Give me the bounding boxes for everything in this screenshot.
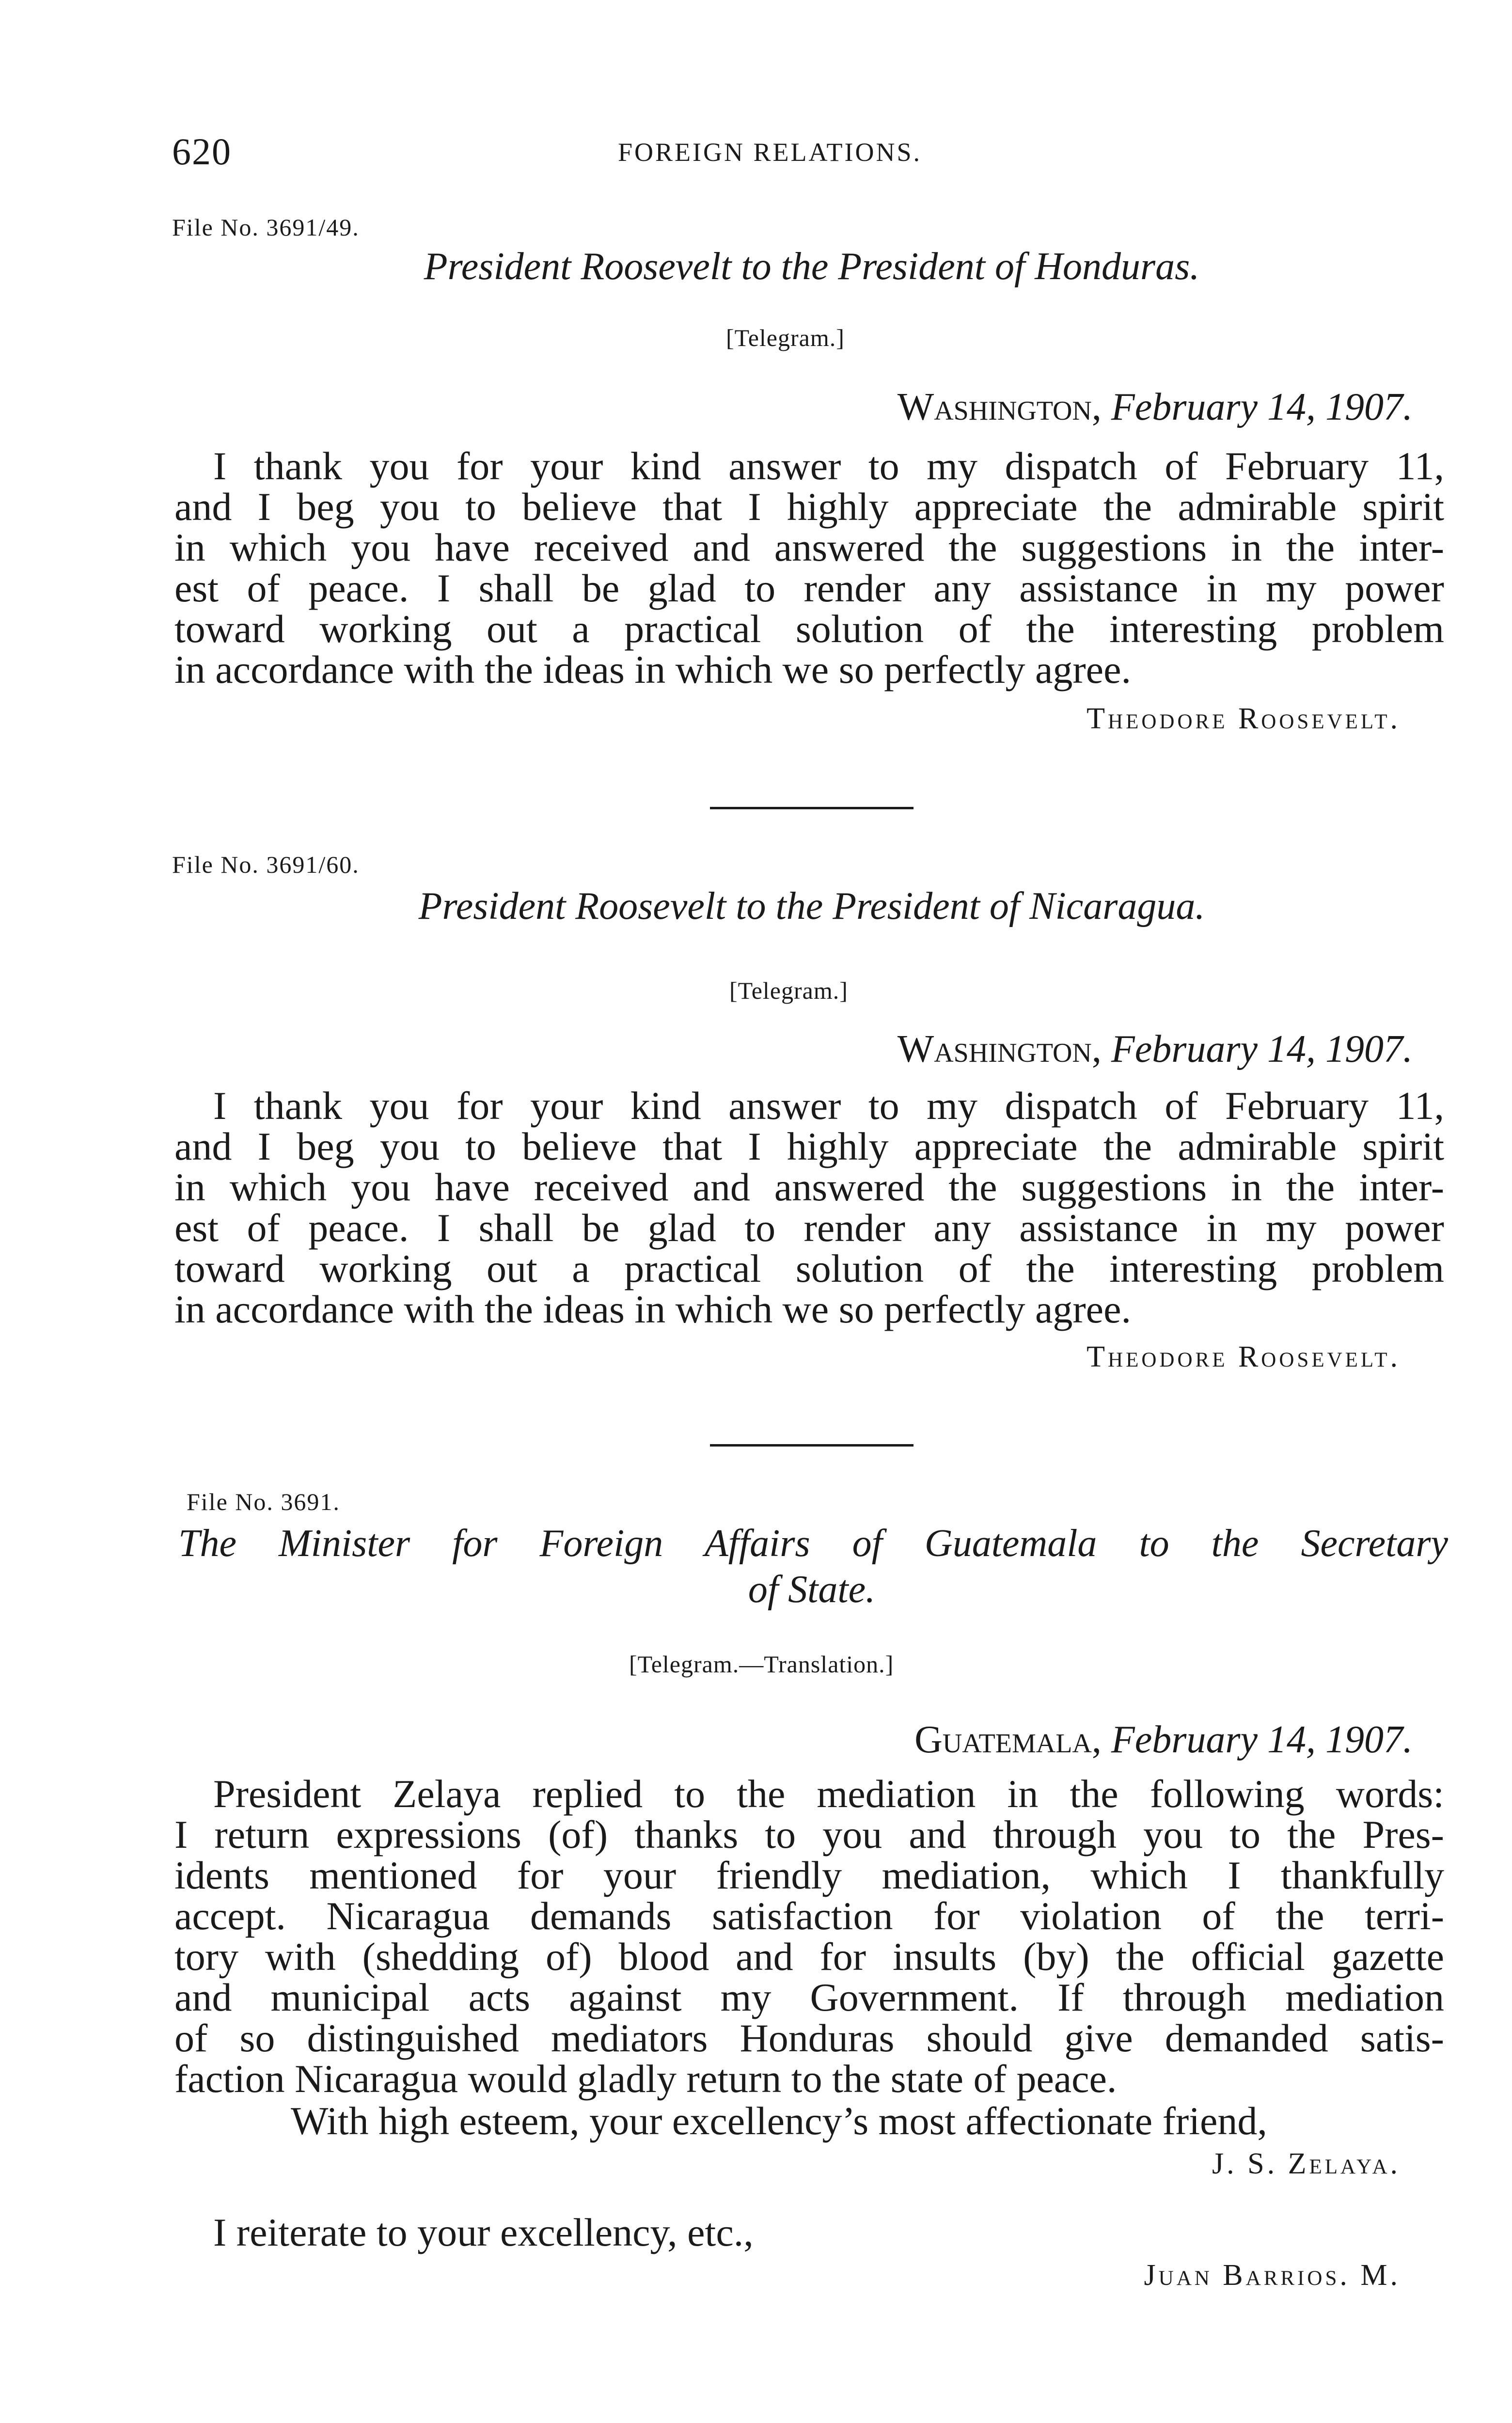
dateline: [898, 1027, 1413, 1071]
file-number: File No. 3691/60.: [172, 851, 360, 878]
dateline-date: February 14, 1907.: [1111, 1718, 1413, 1761]
dateline-date: February 14, 1907.: [1111, 386, 1413, 428]
body-line: President Zelaya replied to the mediation in the following words:: [213, 1772, 1444, 1816]
running-title: FOREIGN RELATIONS.: [618, 138, 922, 167]
signature-text: J. S. Zelaya.: [1212, 2147, 1401, 2180]
page-number: 620: [172, 130, 232, 173]
body-line: and I beg you to believe that I highly appreciate the admirable spirit: [174, 1124, 1444, 1168]
message-body: [174, 1774, 1444, 2099]
body-line: of so distinguished mediators Honduras should give demanded satis-: [174, 2016, 1444, 2060]
dateline: [914, 1718, 1413, 1762]
dateline: [898, 385, 1413, 429]
body-line: toward working out a practical solution of the interesting problem: [174, 607, 1444, 651]
message-body: [174, 446, 1444, 690]
body-line: est of peace. I shall be glad to render any assistance in my power: [174, 566, 1444, 610]
body-line: and I beg you to believe that I highly appreciate the admirable spirit: [174, 485, 1444, 529]
document-heading-line: The Minister for Foreign Affairs of Guatemala to the Secretary: [178, 1522, 1448, 1565]
body-line: toward working out a practical solution of the interesting problem: [174, 1246, 1444, 1290]
dateline-date: February 14, 1907.: [1111, 1028, 1413, 1070]
body-line: est of peace. I shall be glad to render any assistance in my power: [174, 1206, 1444, 1250]
body-line: tory with (shedding of) blood and for insults (by) the official gazette: [174, 1935, 1444, 1979]
dateline-place: Washington,: [897, 1028, 1102, 1070]
reiterate-line: I reiterate to your excellency, etc.,: [213, 2210, 754, 2254]
message-body: [174, 1086, 1444, 1330]
dateline-place: Washington,: [897, 386, 1102, 428]
signature: Theodore Roosevelt.: [1087, 1340, 1401, 1373]
telegram-note: [Telegram.—Translation.]: [629, 1651, 894, 1678]
body-line: faction Nicaragua would gladly return to the state of peace.: [174, 2057, 1117, 2101]
document-heading-line: of State.: [748, 1568, 876, 1611]
final-signature: [1144, 2258, 1401, 2293]
dateline-place: Guatemala,: [914, 1718, 1102, 1761]
body-line: I thank you for your kind answer to my dispatch of February 11,: [213, 444, 1444, 488]
file-number: File No. 3691.: [187, 1488, 340, 1515]
closing-line: With high esteem, your excellency’s most affectionate friend,: [291, 2099, 1267, 2143]
document-heading: President Roosevelt to the President of Honduras.: [424, 245, 1200, 288]
signature: [1212, 2147, 1401, 2181]
body-line: I return expressions (of) thanks to you and through you to the Pres-: [174, 1812, 1444, 1857]
body-line: and municipal acts against my Government. If through mediation: [174, 1975, 1444, 2019]
body-line: in which you have received and answered the suggestions in the inter-: [174, 525, 1444, 569]
telegram-note: [Telegram.]: [729, 977, 848, 1004]
body-line: in accordance with the ideas in which we so perfectly agree.: [174, 647, 1131, 692]
body-line: idents mentioned for your friendly mediation, which I thankfully: [174, 1853, 1444, 1897]
body-line: accept. Nicaragua demands satisfaction for violation of the terri-: [174, 1894, 1444, 1938]
telegram-note: [Telegram.]: [726, 324, 845, 351]
file-number: File No. 3691/49.: [172, 214, 360, 241]
final-signature-text: Juan Barrios. M.: [1144, 2259, 1401, 2292]
document-heading: President Roosevelt to the President of Nicaragua.: [418, 885, 1205, 928]
section-divider: [710, 807, 914, 809]
body-line: in which you have received and answered the suggestions in the inter-: [174, 1165, 1444, 1209]
signature: Theodore Roosevelt.: [1087, 702, 1401, 735]
body-line: in accordance with the ideas in which we so perfectly agree.: [174, 1287, 1131, 1331]
section-divider: [710, 1444, 914, 1447]
body-line: I thank you for your kind answer to my dispatch of February 11,: [213, 1084, 1444, 1128]
